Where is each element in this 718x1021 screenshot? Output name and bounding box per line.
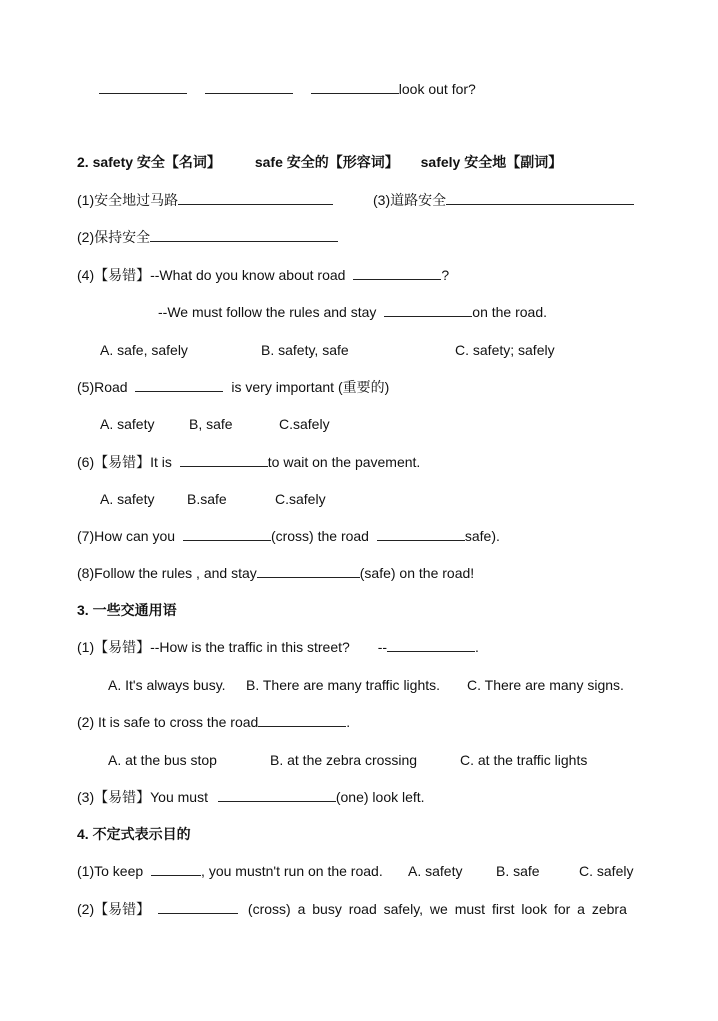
s4-q-1 xyxy=(77,862,383,880)
q-5 xyxy=(77,378,389,396)
option-c[interactable]: C. at the traffic lights xyxy=(460,752,588,768)
q7-end: safe). xyxy=(464,528,500,544)
blank[interactable] xyxy=(384,303,472,317)
blank[interactable] xyxy=(151,862,201,876)
section-4-title: 4. 不定式表示目的 xyxy=(77,826,191,842)
q4-text: (4)【易错】--What do you know about road xyxy=(77,267,346,283)
option-a[interactable]: A. safety xyxy=(100,416,155,432)
q-4a xyxy=(77,266,449,284)
blank[interactable] xyxy=(218,788,336,802)
line-blanks-look-out xyxy=(99,80,476,98)
blank[interactable] xyxy=(205,80,293,94)
q-2 xyxy=(77,228,338,246)
blank[interactable] xyxy=(135,378,223,392)
section-2-title-c: safely 安全地【副词】 xyxy=(420,154,563,170)
q5-text: (5)Road xyxy=(77,379,128,395)
option-c[interactable]: C. There are many signs. xyxy=(467,677,624,693)
blank[interactable] xyxy=(353,266,441,280)
blank[interactable] xyxy=(387,638,475,652)
section-2-title xyxy=(77,153,562,171)
blank[interactable] xyxy=(180,453,268,467)
s3q2-end: . xyxy=(346,714,351,730)
blank[interactable] xyxy=(178,191,333,205)
text: look out for? xyxy=(398,81,476,97)
option-a[interactable]: A. safe, safely xyxy=(100,342,188,358)
s4q2-end: (cross) a busy road safely, we must first look for a zebra xyxy=(247,901,627,917)
option-c[interactable]: C.safely xyxy=(279,416,330,432)
option-a[interactable]: A. safety xyxy=(408,863,463,879)
section-2-title-b: safe 安全的【形容词】 xyxy=(254,154,399,170)
q7-text: (7)How can you xyxy=(77,528,176,544)
q-4b xyxy=(158,303,547,321)
option-b[interactable]: B, safe xyxy=(189,416,233,432)
q4b-text: --We must follow the rules and stay xyxy=(158,304,377,320)
blank[interactable] xyxy=(183,527,271,541)
s4q1-end: , you mustn't run on the road. xyxy=(201,863,383,879)
q6-text: (6)【易错】It is xyxy=(77,454,172,470)
s3q1-end: . xyxy=(475,639,479,655)
q4b-end: on the road. xyxy=(472,304,548,320)
option-c[interactable]: C. safety; safely xyxy=(455,342,555,358)
option-b[interactable]: B. at the zebra crossing xyxy=(270,752,418,768)
blank[interactable] xyxy=(311,80,399,94)
option-b[interactable]: B.safe xyxy=(187,491,227,507)
blank[interactable] xyxy=(150,228,338,242)
option-a[interactable]: A. at the bus stop xyxy=(108,752,217,768)
q2-text: (2)保持安全 xyxy=(77,229,151,245)
blank[interactable] xyxy=(257,564,360,578)
s4q1-text: (1)To keep xyxy=(77,863,144,879)
q3-text: (3)道路安全 xyxy=(373,192,447,208)
q-7 xyxy=(77,527,500,545)
q8-end: (safe) on the road! xyxy=(359,565,475,581)
q-6 xyxy=(77,453,420,471)
q6-end: to wait on the pavement. xyxy=(267,454,421,470)
s3-q-2 xyxy=(77,713,350,731)
option-b[interactable]: B. safe xyxy=(496,863,540,879)
blank[interactable] xyxy=(446,191,634,205)
option-c[interactable]: C. safely xyxy=(579,863,634,879)
section-2-title-a: 2. safety 安全【名词】 xyxy=(77,154,221,170)
section-3-title: 3. 一些交通用语 xyxy=(77,602,177,618)
q-8 xyxy=(77,564,474,582)
option-a[interactable]: A. It's always busy. xyxy=(108,677,226,693)
q1-text: (1)安全地过马路 xyxy=(77,192,179,208)
option-b[interactable]: B. safety, safe xyxy=(261,342,349,358)
blank[interactable] xyxy=(99,80,187,94)
s3q3-end: (one) look left. xyxy=(335,789,425,805)
blank[interactable] xyxy=(377,527,465,541)
q7-mid: (cross) the road xyxy=(270,528,369,544)
blank[interactable] xyxy=(258,713,346,727)
option-b[interactable]: B. There are many traffic lights. xyxy=(246,677,441,693)
q5-end: is very important (重要的) xyxy=(231,379,390,395)
s3-q-3 xyxy=(77,788,425,806)
option-c[interactable]: C.safely xyxy=(275,491,326,507)
q4-end: ? xyxy=(441,267,450,283)
q8-text: (8)Follow the rules , and stay xyxy=(77,565,257,581)
s4-q-2 xyxy=(77,900,627,918)
s3q1-dash: -- xyxy=(377,639,388,655)
s3q3-text: (3)【易错】You must xyxy=(77,789,208,805)
blank[interactable] xyxy=(158,900,238,914)
s3q1-text: (1)【易错】--How is the traffic in this street? xyxy=(77,639,350,655)
q-3 xyxy=(373,191,634,209)
s3-q-1 xyxy=(77,638,479,656)
s3q2-text: (2) It is safe to cross the road xyxy=(77,714,259,730)
s4q2-text: (2)【易错】 xyxy=(77,901,151,917)
q-1 xyxy=(77,191,333,209)
option-a[interactable]: A. safety xyxy=(100,491,155,507)
